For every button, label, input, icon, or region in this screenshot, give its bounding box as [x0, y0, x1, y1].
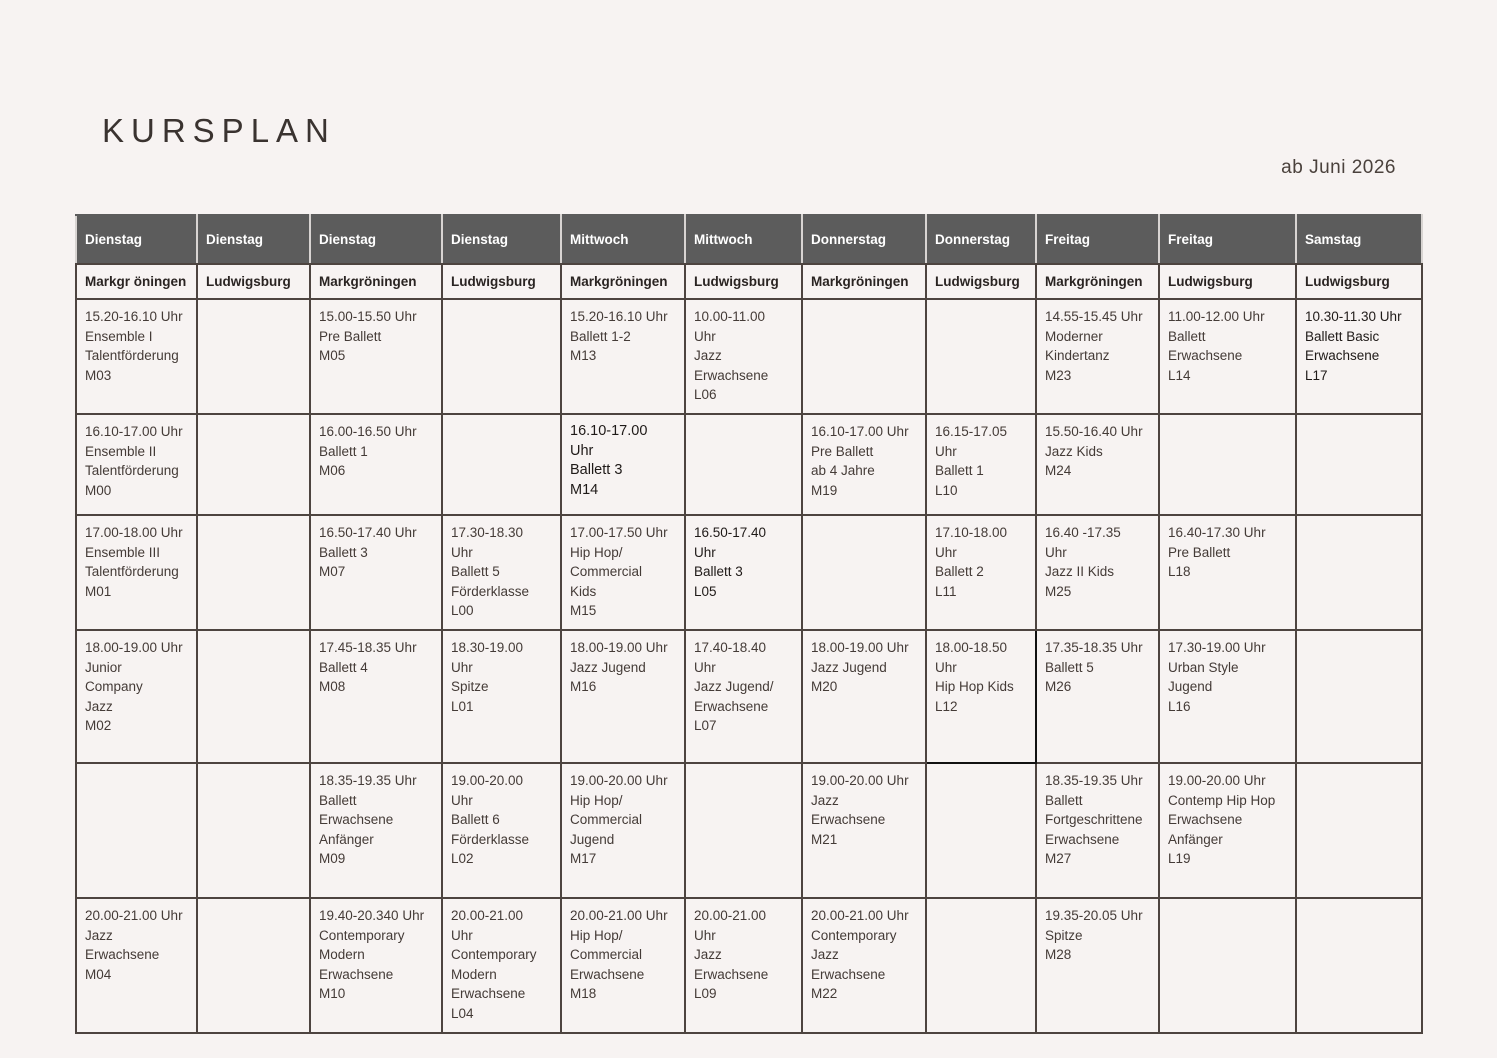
course-cell: 15.20-16.10 Uhr Ensemble I Talentförderung M03 — [76, 299, 197, 414]
location-header-row — [76, 264, 1422, 299]
course-cell — [442, 414, 561, 515]
course-cell: 19.00-20.00 Uhr Ballett 6 Förderklasse L02 — [442, 763, 561, 898]
course-cell: 16.40 -17.35 Uhr Jazz II Kids M25 — [1036, 515, 1159, 630]
course-cell — [802, 515, 926, 630]
course-cell: 17.30-18.30 Uhr Ballett 5 Förderklasse L00 — [442, 515, 561, 630]
course-cell: 18.30-19.00 Uhr Spitze L01 — [442, 630, 561, 763]
page-title: KURSPLAN — [102, 112, 336, 149]
day-header: Donnerstag — [926, 215, 1036, 264]
course-cell — [926, 898, 1036, 1033]
location-header: Markgröningen — [802, 264, 926, 299]
location-header: Ludwigsburg — [442, 264, 561, 299]
course-cell — [1296, 898, 1422, 1033]
location-header: Ludwigsburg — [926, 264, 1036, 299]
location-header: Markgr öningen — [76, 264, 197, 299]
course-cell: 20.00-21.00 Uhr Hip Hop/ Commercial Erwachsene M18 — [561, 898, 685, 1033]
course-cell — [197, 763, 310, 898]
course-cell: 17.40-18.40 Uhr Jazz Jugend/ Erwachsene L07 — [685, 630, 802, 763]
course-cell: 18.00-18.50 Uhr Hip Hop Kids L12 — [926, 630, 1036, 763]
day-header: Dienstag — [442, 215, 561, 264]
course-cell: 18.35-19.35 Uhr Ballett Fortgeschrittene Erwachsene M27 — [1036, 763, 1159, 898]
table-row — [76, 898, 1422, 1033]
course-cell: 17.30-19.00 Uhr Urban Style Jugend L16 — [1159, 630, 1296, 763]
course-cell: 18.00-19.00 Uhr Junior Company Jazz M02 — [76, 630, 197, 763]
course-cell — [197, 299, 310, 414]
course-cell: 10.30-11.30 Uhr Ballett Basic Erwachsene L17 — [1296, 299, 1422, 414]
location-header: Ludwigsburg — [1296, 264, 1422, 299]
course-cell: 19.00-20.00 Uhr Contemp Hip Hop Erwachsene Anfänger L19 — [1159, 763, 1296, 898]
location-header: Ludwigsburg — [1159, 264, 1296, 299]
course-cell: 15.20-16.10 Uhr Ballett 1-2 M13 — [561, 299, 685, 414]
day-header: Dienstag — [197, 215, 310, 264]
course-cell: 20.00-21.00 Uhr Contemporary Jazz Erwachsene M22 — [802, 898, 926, 1033]
course-cell — [926, 299, 1036, 414]
course-cell — [1296, 515, 1422, 630]
course-cell — [1159, 898, 1296, 1033]
course-cell: 20.00-21.00 Uhr Jazz Erwachsene M04 — [76, 898, 197, 1033]
course-cell — [197, 515, 310, 630]
course-cell — [76, 763, 197, 898]
course-cell: 16.50-17.40 Uhr Ballett 3 M07 — [310, 515, 442, 630]
course-cell: 17.00-18.00 Uhr Ensemble III Talentförderung M01 — [76, 515, 197, 630]
location-header: Markgröningen — [1036, 264, 1159, 299]
day-header: Dienstag — [76, 215, 197, 264]
course-cell — [802, 299, 926, 414]
course-cell — [685, 763, 802, 898]
course-cell — [685, 414, 802, 515]
course-cell: 11.00-12.00 Uhr Ballett Erwachsene L14 — [1159, 299, 1296, 414]
course-cell: 10.00-11.00 Uhr Jazz Erwachsene L06 — [685, 299, 802, 414]
location-header: Ludwigsburg — [197, 264, 310, 299]
day-header: Mittwoch — [685, 215, 802, 264]
table-row — [76, 630, 1422, 763]
course-cell: 15.00-15.50 Uhr Pre Ballett M05 — [310, 299, 442, 414]
course-cell — [197, 414, 310, 515]
course-cell — [926, 763, 1036, 898]
course-cell: 16.00-16.50 Uhr Ballett 1 M06 — [310, 414, 442, 515]
location-header: Ludwigsburg — [685, 264, 802, 299]
course-cell — [197, 630, 310, 763]
course-cell: 19.35-20.05 Uhr Spitze M28 — [1036, 898, 1159, 1033]
day-header: Samstag — [1296, 215, 1422, 264]
location-header: Markgröningen — [310, 264, 442, 299]
valid-from-label: ab Juni 2026 — [1281, 157, 1396, 178]
course-cell: 18.00-19.00 Uhr Jazz Jugend M16 — [561, 630, 685, 763]
day-header-row — [76, 215, 1422, 264]
course-cell: 16.50-17.40 Uhr Ballett 3 L05 — [685, 515, 802, 630]
day-header: Donnerstag — [802, 215, 926, 264]
course-cell — [197, 898, 310, 1033]
course-cell — [1296, 763, 1422, 898]
course-cell: 17.10-18.00 Uhr Ballett 2 L11 — [926, 515, 1036, 630]
course-cell: 17.35-18.35 Uhr Ballett 5 M26 — [1036, 630, 1159, 763]
course-cell: 16.10-17.00 Uhr Ballett 3 M14 — [561, 414, 685, 515]
table-row — [76, 515, 1422, 630]
course-cell — [1296, 630, 1422, 763]
course-cell: 19.40-20.340 Uhr Contemporary Modern Erwachsene M10 — [310, 898, 442, 1033]
table-row — [76, 763, 1422, 898]
course-cell — [442, 299, 561, 414]
course-cell: 20.00-21.00 Uhr Jazz Erwachsene L09 — [685, 898, 802, 1033]
table-row — [76, 414, 1422, 515]
course-cell: 18.00-19.00 Uhr Jazz Jugend M20 — [802, 630, 926, 763]
course-cell: 17.00-17.50 Uhr Hip Hop/ Commercial Kids M15 — [561, 515, 685, 630]
course-cell — [1296, 414, 1422, 515]
course-cell: 19.00-20.00 Uhr Jazz Erwachsene M21 — [802, 763, 926, 898]
table-row — [76, 299, 1422, 414]
course-cell: 17.45-18.35 Uhr Ballett 4 M08 — [310, 630, 442, 763]
course-cell: 19.00-20.00 Uhr Hip Hop/ Commercial Jugend M17 — [561, 763, 685, 898]
course-cell — [1159, 414, 1296, 515]
course-cell: 16.40-17.30 Uhr Pre Ballett L18 — [1159, 515, 1296, 630]
day-header: Dienstag — [310, 215, 442, 264]
course-cell: 15.50-16.40 Uhr Jazz Kids M24 — [1036, 414, 1159, 515]
course-cell: 20.00-21.00 Uhr Contemporary Modern Erwachsene L04 — [442, 898, 561, 1033]
course-cell: 16.10-17.00 Uhr Pre Ballett ab 4 Jahre M19 — [802, 414, 926, 515]
course-cell: 16.10-17.00 Uhr Ensemble II Talentförderung M00 — [76, 414, 197, 515]
course-cell: 16.15-17.05 Uhr Ballett 1 L10 — [926, 414, 1036, 515]
course-cell: 18.35-19.35 Uhr Ballett Erwachsene Anfänger M09 — [310, 763, 442, 898]
day-header: Freitag — [1036, 215, 1159, 264]
day-header: Mittwoch — [561, 215, 685, 264]
schedule-table — [75, 214, 1423, 1034]
course-cell: 14.55-15.45 Uhr Moderner Kindertanz M23 — [1036, 299, 1159, 414]
location-header: Markgröningen — [561, 264, 685, 299]
day-header: Freitag — [1159, 215, 1296, 264]
